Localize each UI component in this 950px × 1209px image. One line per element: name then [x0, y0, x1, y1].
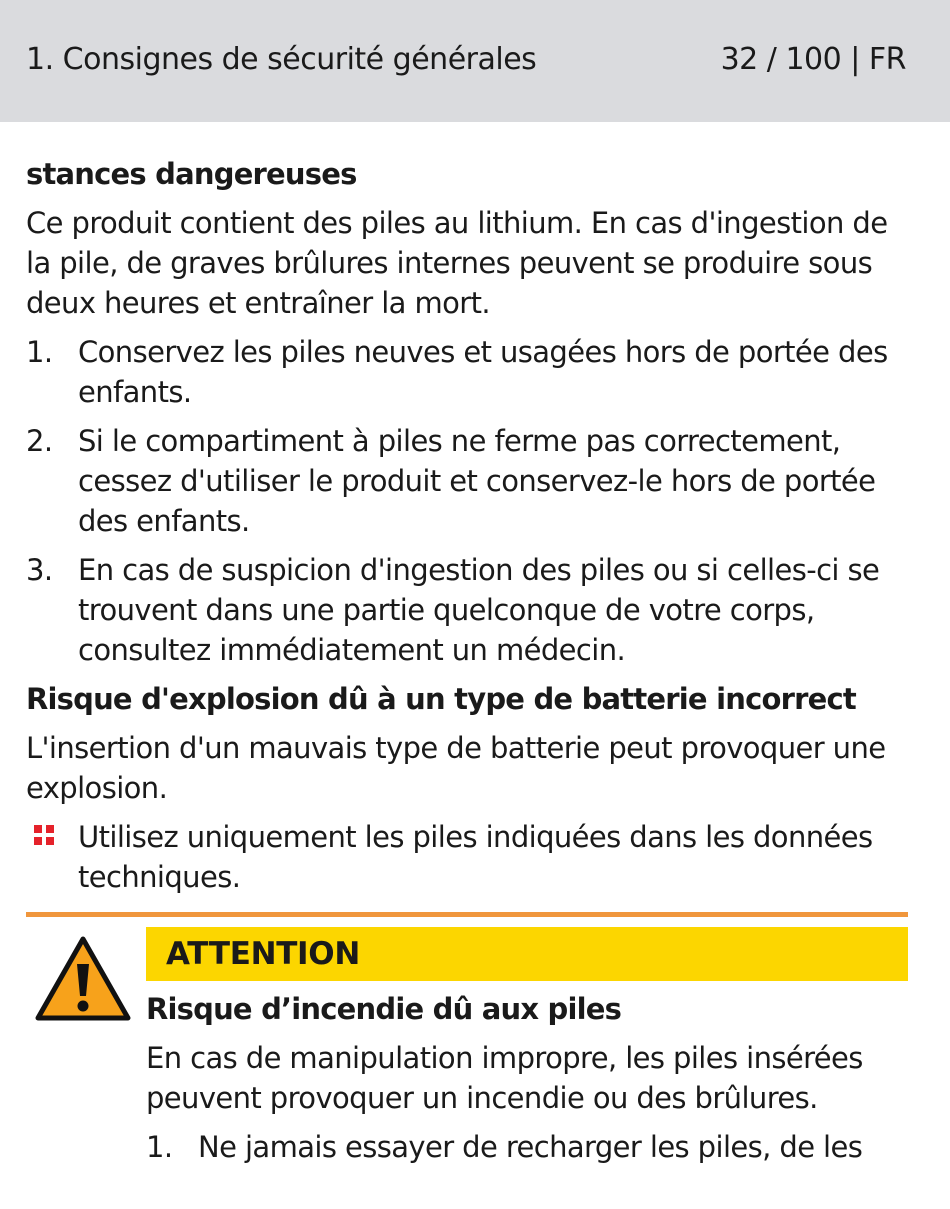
attention-label: ATTENTION	[166, 936, 360, 972]
square-grid-bullet-icon	[34, 825, 54, 845]
warning-list	[146, 1127, 908, 1167]
list-item	[26, 421, 908, 541]
attention-banner	[146, 927, 908, 981]
list-text: En cas de suspicion d'ingestion des piles ou si celles-ci se trouvent dans une partie quelconque de votre corps, consultez immédiatement un médecin.	[78, 553, 880, 667]
list-text: Ne jamais essayer de recharger les piles, de les	[198, 1130, 863, 1164]
bullet-item	[26, 817, 908, 897]
list-item	[146, 1127, 908, 1167]
warning-paragraph: En cas de manipulation impropre, les piles insérées peuvent provoquer un incendie ou des brûlures.	[146, 1041, 863, 1115]
page-content	[26, 154, 908, 906]
section-heading-explosion-risk: Risque d'explosion dû à un type de batterie incorrect	[26, 682, 856, 716]
list-text: Si le compartiment à piles ne ferme pas correctement, cessez d'utiliser le produit et conservez-le hors de portée des enfants.	[78, 424, 876, 538]
warning-body	[146, 989, 908, 1176]
page-indicator: 32 / 100 | FR	[720, 42, 906, 77]
section-title: 1. Consignes de sécurité générales	[26, 42, 537, 77]
page-header	[0, 0, 950, 122]
list-text: Conservez les piles neuves et usagées hors de portée des enfants.	[78, 335, 888, 409]
list-item	[26, 550, 908, 670]
list-number: 1.	[146, 1130, 173, 1164]
warning-divider	[26, 912, 908, 917]
explosion-paragraph: L'insertion d'un mauvais type de batterie peut provoquer une explosion.	[26, 731, 886, 805]
section-heading-hazardous-substances: stances dangereuses	[26, 157, 357, 191]
list-number: 1.	[26, 335, 53, 369]
list-number: 2.	[26, 424, 53, 458]
list-number: 3.	[26, 553, 53, 587]
list-item	[26, 332, 908, 412]
warning-triangle-icon	[34, 934, 132, 1022]
bullet-text: Utilisez uniquement les piles indiquées dans les données techniques.	[78, 820, 873, 894]
warning-heading: Risque d’incendie dû aux piles	[146, 992, 622, 1026]
lithium-warning-paragraph: Ce produit contient des piles au lithium. En cas d'ingestion de la pile, de graves brûlures internes peuvent se produire sous deux heures et entraîner la mort.	[26, 206, 888, 320]
battery-safety-list	[26, 332, 908, 670]
